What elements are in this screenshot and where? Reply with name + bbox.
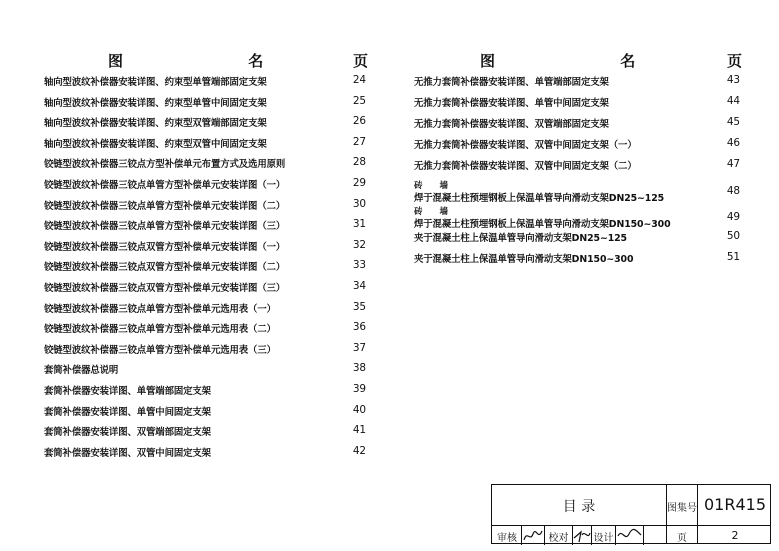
toc-row-page: 43 [726, 74, 740, 86]
title-block [491, 484, 771, 544]
toc-row-overlabel: 砖 墙 [414, 181, 448, 191]
toc-row-page: 24 [352, 74, 366, 86]
reviewer-signature [522, 526, 544, 545]
check-label: 校对 [548, 533, 569, 544]
toc-row-title: 铰链型波纹补偿器三铰点方型补偿单元布置方式及选用原则 [44, 159, 286, 171]
toc-row-page: 35 [352, 300, 366, 313]
toc-row-title: 焊于混凝土柱预埋钢板上保温单管导向滑动支架DN25~125 [414, 193, 665, 204]
header-page: 页 [352, 52, 368, 70]
toc-row-title: 套筒补偿器总说明 [44, 365, 119, 377]
sheet-title: 目 录 [562, 499, 596, 515]
toc-row-title: 无推力套筒补偿器安装详图、双管中间固定支架（一） [414, 140, 637, 151]
toc-row-page: 42 [352, 444, 366, 457]
toc-row-title: 铰链型波纹补偿器三铰点单管方型补偿单元安装详图（三） [44, 221, 286, 233]
header-name: 图 名 [108, 52, 324, 70]
page-number: 2 [731, 529, 739, 542]
toc-row-page: 46 [726, 137, 740, 149]
toc-row-title: 铰链型波纹补偿器三铰点单管方型补偿单元安装详图（一） [44, 180, 286, 191]
toc-row-page: 45 [726, 116, 740, 128]
toc-row-page: 27 [352, 135, 366, 148]
header-name: 图 名 [480, 52, 696, 70]
toc-row-page: 36 [352, 321, 366, 334]
review-label: 审核 [497, 533, 517, 544]
toc-row-page: 47 [726, 158, 740, 170]
toc-row-title: 无推力套筒补偿器安装详图、单管中间固定支架 [414, 98, 609, 109]
toc-row-overlabel: 砖 墙 [414, 206, 448, 217]
toc-row-page: 28 [352, 156, 366, 169]
toc-row-page: 41 [352, 424, 366, 437]
toc-row-title: 铰链型波纹补偿器三铰点单管方型补偿单元安装详图（二） [44, 200, 286, 212]
toc-row-page: 49 [726, 210, 740, 223]
header-page: 页 [726, 52, 742, 70]
toc-row-page: 33 [352, 259, 366, 272]
toc-row-title: 套筒补偿器安装详图、单管端部固定支架 [44, 386, 211, 397]
toc-row-page: 38 [352, 362, 366, 375]
toc-row-title: 套筒补偿器安装详图、单管中间固定支架 [44, 406, 211, 418]
toc-row-title: 铰链型波纹补偿器三铰点单管方型补偿单元选用表（三） [44, 344, 276, 356]
toc-row-page: 26 [352, 115, 366, 128]
toc-row-page: 30 [352, 197, 366, 210]
toc-row-title: 无推力套筒补偿器安装详图、双管中间固定支架（二） [414, 161, 637, 172]
toc-right-header [414, 50, 744, 74]
toc-row-page: 25 [352, 94, 366, 107]
toc-row-page: 39 [352, 383, 366, 395]
toc-row-title: 轴向型波纹补偿器安装详图、约束型双管中间固定支架 [44, 138, 267, 150]
page-label: 页 [677, 533, 687, 544]
toc-row-title: 夹于混凝土柱上保温单管导向滑动支架DN150~300 [414, 254, 634, 265]
toc-left-header [44, 50, 370, 74]
toc-row-page: 32 [352, 238, 366, 251]
toc-row-page: 48 [726, 185, 740, 197]
toc-row-page: 31 [352, 218, 366, 231]
toc-row-title: 套筒补偿器安装详图、双管端部固定支架 [44, 427, 211, 439]
atlas-number: 01R415 [703, 495, 766, 514]
toc-row-title: 无推力套筒补偿器安装详图、单管端部固定支架 [414, 77, 609, 88]
toc-row-page: 51 [726, 251, 740, 263]
checker-signature [573, 526, 591, 545]
atlas-label: 图集号 [667, 503, 697, 514]
toc-row-title: 套筒补偿器安装详图、双管中间固定支架 [44, 447, 211, 459]
toc-row-page: 34 [352, 280, 366, 292]
design-label: 设计 [593, 533, 614, 544]
toc-row-page: 50 [726, 230, 740, 242]
toc-row-title: 焊于混凝土柱预埋钢板上保温单管导向滑动支架DN150~300 [414, 218, 671, 230]
toc-row-title: 铰链型波纹补偿器三铰点双管方型补偿单元安装详图（一） [44, 241, 286, 253]
toc-row-title: 铰链型波纹补偿器三铰点双管方型补偿单元安装详图（三） [44, 283, 286, 294]
toc-row-title: 铰链型波纹补偿器三铰点双管方型补偿单元安装详图（二） [44, 262, 286, 274]
toc-row-title: 铰链型波纹补偿器三铰点单管方型补偿单元选用表（二） [44, 324, 276, 336]
toc-row-title: 轴向型波纹补偿器安装详图、约束型单管中间固定支架 [44, 97, 267, 109]
toc-row-page: 29 [352, 177, 366, 189]
toc-row-page: 37 [352, 341, 366, 354]
toc-row-title: 轴向型波纹补偿器安装详图、约束型单管端部固定支架 [44, 77, 267, 88]
toc-row-page: 44 [726, 95, 740, 107]
toc-row-title: 铰链型波纹补偿器三铰点单管方型补偿单元选用表（一） [44, 303, 276, 315]
toc-row-title: 轴向型波纹补偿器安装详图、约束型双管端部固定支架 [44, 118, 267, 130]
toc-right-column [414, 50, 744, 265]
toc-left-column [44, 50, 370, 459]
toc-row-title: 夹于混凝土柱上保温单管导向滑动支架DN25~125 [414, 233, 627, 244]
toc-row-page: 40 [352, 403, 366, 416]
toc-row-title: 无推力套筒补偿器安装详图、双管端部固定支架 [414, 119, 609, 130]
designer-signature [616, 526, 643, 545]
